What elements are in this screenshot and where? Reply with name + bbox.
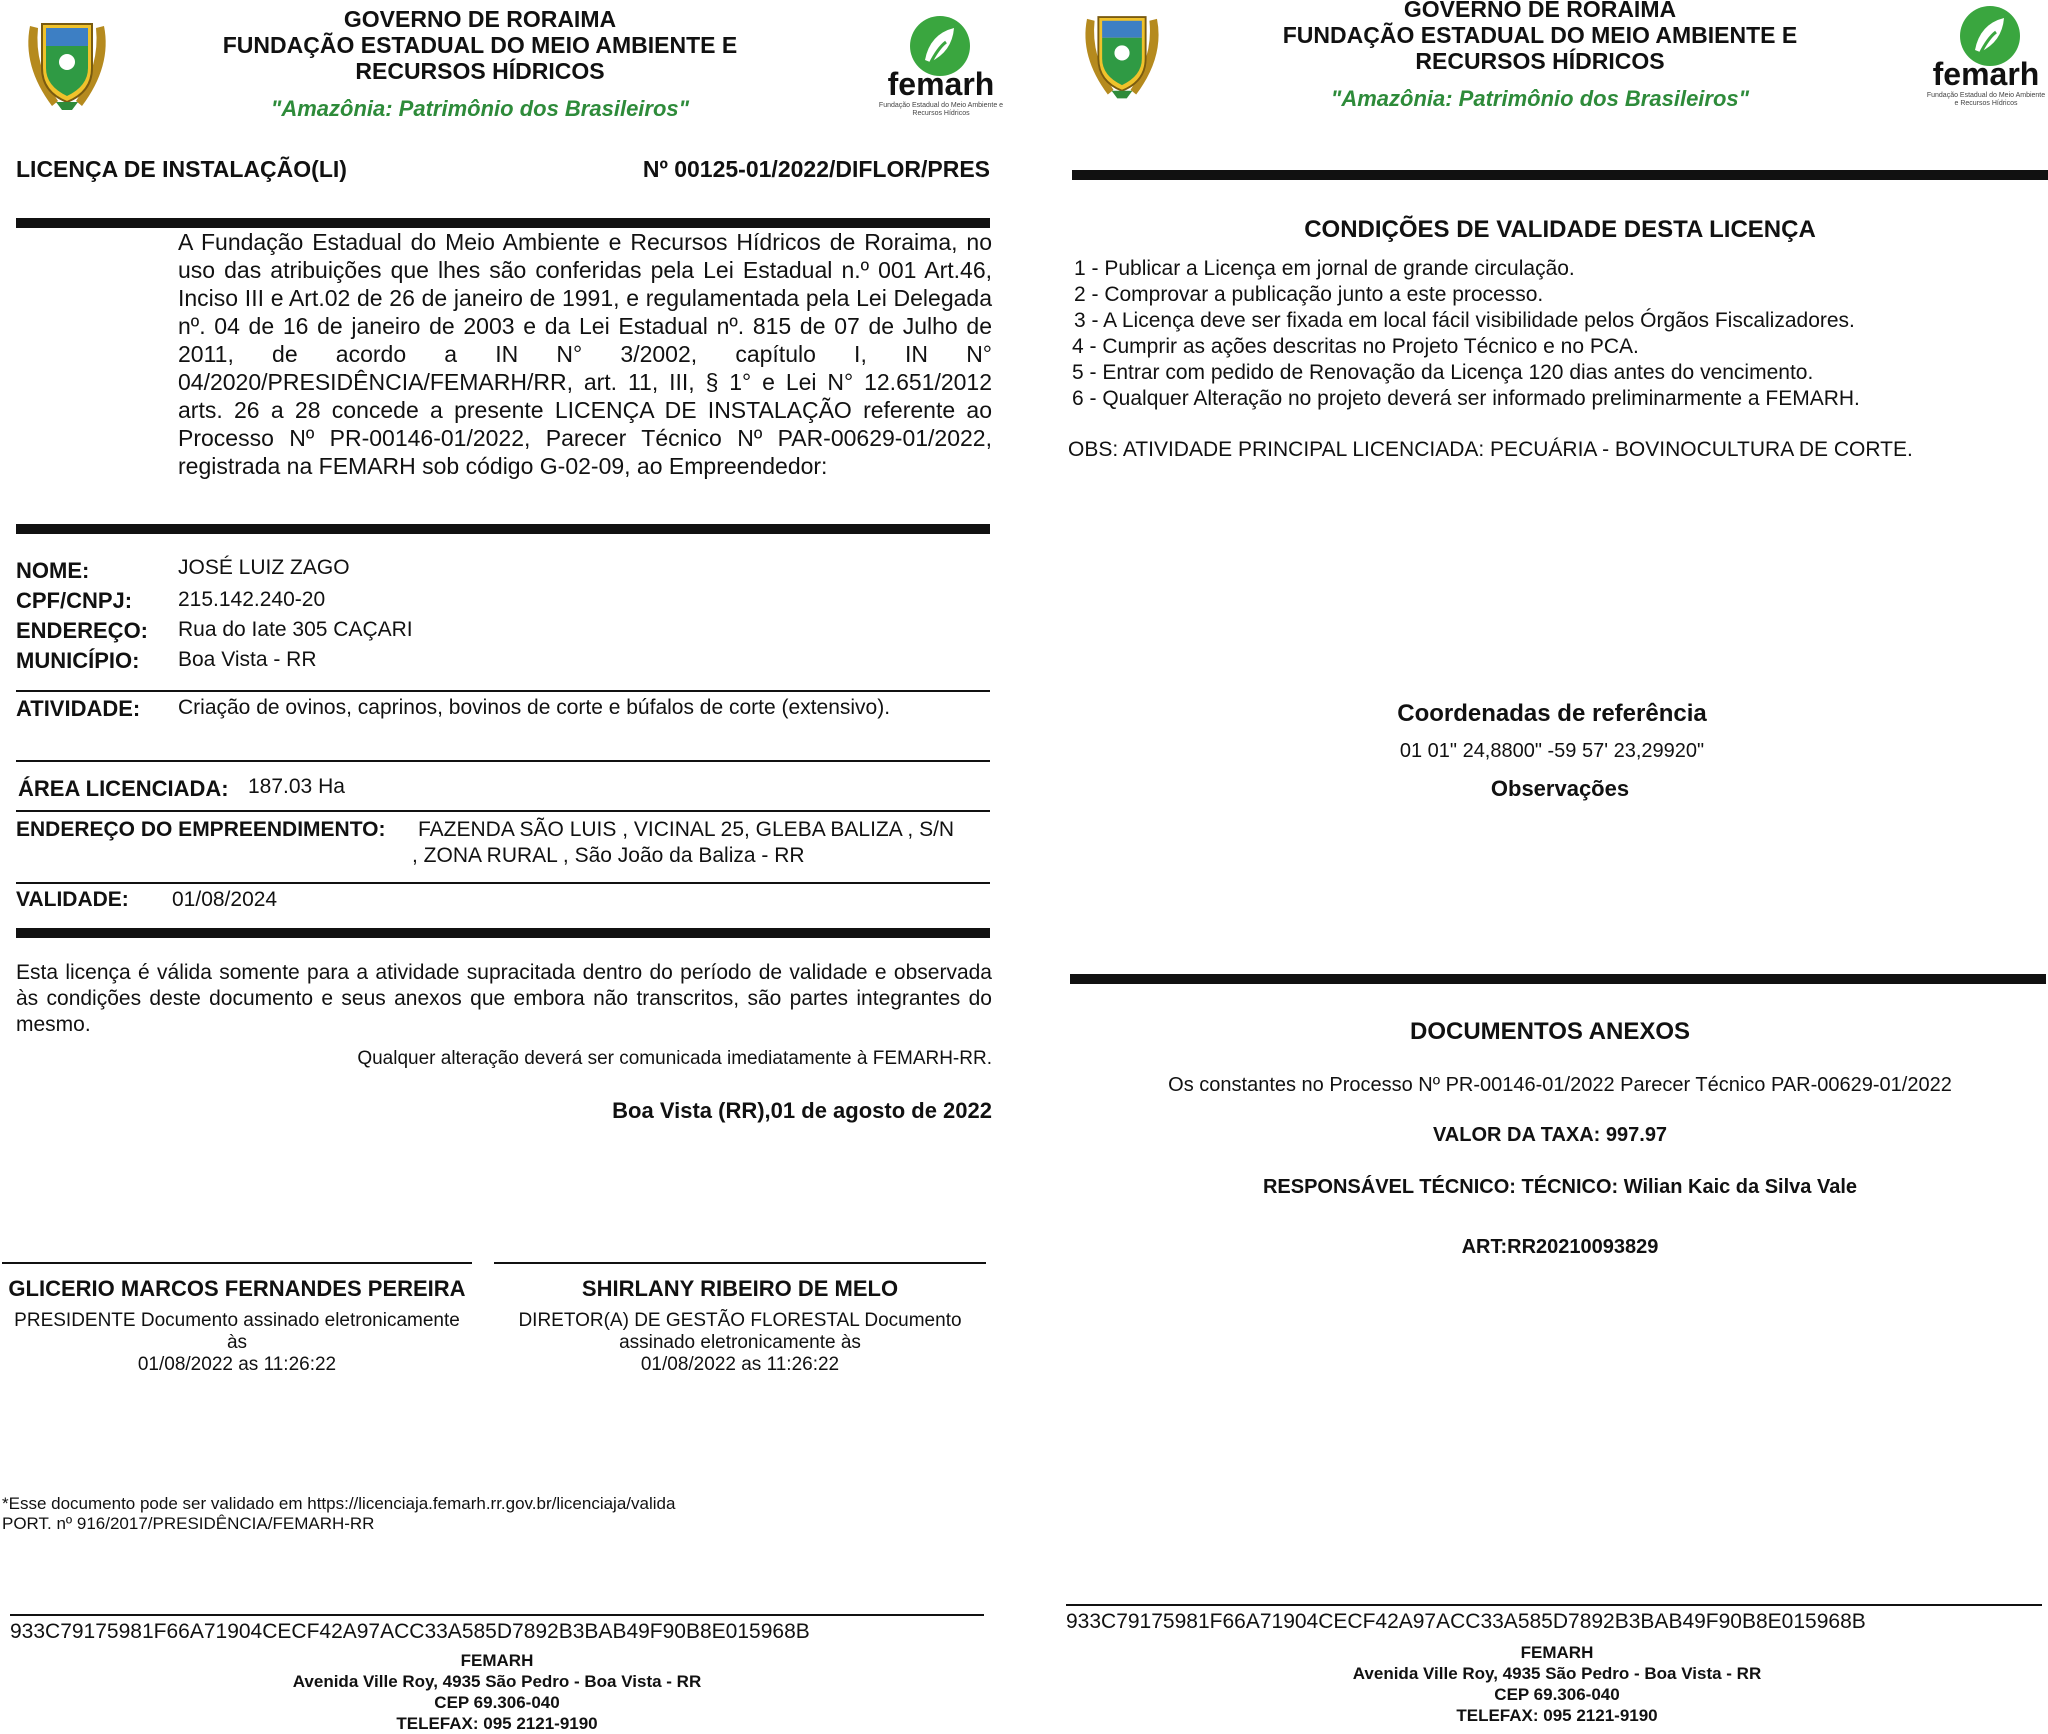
area-label: ÁREA LICENCIADA: bbox=[18, 776, 229, 801]
roraima-crest-icon bbox=[12, 6, 122, 116]
rule-heavy bbox=[1072, 170, 2048, 180]
rule-thin bbox=[10, 1614, 984, 1616]
footer-cep: CEP 69.306-040 bbox=[434, 1693, 560, 1712]
footer-address bbox=[1250, 1642, 1864, 1726]
area-value: 187.03 Ha bbox=[248, 775, 345, 798]
rule-heavy bbox=[16, 218, 990, 228]
nome-label: NOME: bbox=[16, 558, 90, 583]
change-note: Qualquer alteração deverá ser comunicada imediatamente à FEMARH-RR. bbox=[357, 1048, 992, 1069]
condition-item: 1 - Publicar a Licença em jornal de grande circulação. bbox=[1074, 257, 1575, 280]
portaria-ref: PORT. nº 916/2017/PRESIDÊNCIA/FEMARH-RR bbox=[2, 1514, 375, 1533]
footer-phone: TELEFAX: 095 2121-9190 bbox=[396, 1714, 598, 1733]
femarh-logo-text: femarh bbox=[1932, 56, 2040, 92]
validade-value: 01/08/2024 bbox=[172, 888, 278, 911]
reference-obs-title: Observações bbox=[1490, 776, 1630, 801]
signer-role-line1: DIRETOR(A) DE GESTÃO FLORESTAL Documento bbox=[518, 1310, 962, 1331]
annexes-tech: RESPONSÁVEL TÉCNICO: TÉCNICO: Wilian Kaic da Silva Vale bbox=[1262, 1176, 1858, 1198]
endereco-value: Rua do Iate 305 CAÇARI bbox=[178, 618, 413, 641]
rule-thin bbox=[1066, 1604, 2042, 1606]
municipio-label: MUNICÍPIO: bbox=[16, 648, 140, 673]
condition-item: 3 - A Licença deve ser fixada em local fácil visibilidade pelos Órgãos Fiscalizadores. bbox=[1074, 309, 1855, 332]
document-hash: 933C79175981F66A71904CECF42A97ACC33A585D7892B3BAB49F90B8E015968B bbox=[10, 1620, 810, 1643]
signer-role-line2: às bbox=[226, 1332, 248, 1353]
validade-label: VALIDADE: bbox=[16, 888, 129, 911]
rule-thin bbox=[16, 882, 990, 884]
annexes-text: Os constantes no Processo Nº PR-00146-01/2022 Parecer Técnico PAR-00629-01/2022 bbox=[1168, 1074, 1952, 1096]
conditions-title: CONDIÇÕES DE VALIDADE DESTA LICENÇA bbox=[1304, 216, 1816, 243]
nome-value: JOSÉ LUIZ ZAGO bbox=[178, 556, 350, 579]
signature-block-director bbox=[494, 1276, 986, 1376]
signer-name: SHIRLANY RIBEIRO DE MELO bbox=[581, 1276, 899, 1301]
atividade-label: ATIVIDADE: bbox=[16, 696, 141, 721]
header-foundation-line1: FUNDAÇÃO ESTADUAL DO MEIO AMBIENTE E bbox=[1282, 22, 1798, 48]
footer-street: Avenida Ville Roy, 4935 São Pedro - Boa Vista - RR bbox=[292, 1672, 702, 1691]
rule-thin bbox=[16, 810, 990, 812]
signer-timestamp: 01/08/2022 as 11:26:22 bbox=[137, 1354, 337, 1375]
validity-note: Esta licença é válida somente para a atividade supracitada dentro do período de validade e observada às condições deste documento e seus anexos que embora não transcritos, são partes integrantes do mesmo. bbox=[16, 961, 992, 1036]
cpf-label: CPF/CNPJ: bbox=[16, 588, 133, 613]
footer-address bbox=[190, 1650, 804, 1734]
header-institution bbox=[200, 6, 760, 84]
place-date: Boa Vista (RR),01 de agosto de 2022 bbox=[612, 1098, 992, 1123]
femarh-logo-tagline: Fundação Estadual do Meio Ambiente e Recursos Hídricos bbox=[878, 102, 1004, 117]
footer-phone: TELEFAX: 095 2121-9190 bbox=[1456, 1706, 1658, 1725]
condition-item: 5 - Entrar com pedido de Renovação da Licença 120 dias antes do vencimento. bbox=[1072, 361, 1814, 384]
femarh-logo-text: femarh bbox=[887, 66, 995, 102]
footer-org: FEMARH bbox=[460, 1651, 534, 1670]
signature-line bbox=[494, 1262, 986, 1264]
rule-heavy bbox=[16, 524, 990, 534]
signer-name: GLICERIO MARCOS FERNANDES PEREIRA bbox=[8, 1276, 466, 1301]
annexes-fee: VALOR DA TAXA: 997.97 bbox=[1432, 1124, 1668, 1146]
atividade-value: Criação de ovinos, caprinos, bovinos de corte e búfalos de corte (extensivo). bbox=[178, 696, 891, 719]
footer-cep: CEP 69.306-040 bbox=[1494, 1685, 1620, 1704]
endereco-label: ENDEREÇO: bbox=[16, 618, 149, 643]
femarh-logo-tagline: Fundação Estadual do Meio Ambiente e Recursos Hídricos bbox=[1926, 92, 2046, 107]
footer-street: Avenida Ville Roy, 4935 São Pedro - Boa Vista - RR bbox=[1352, 1664, 1762, 1683]
signature-block-president bbox=[0, 1276, 474, 1376]
end-emp-label: ENDEREÇO DO EMPREENDIMENTO: bbox=[16, 818, 386, 841]
header-foundation-line2: RECURSOS HÍDRICOS bbox=[355, 58, 605, 84]
condition-item: 6 - Qualquer Alteração no projeto deverá ser informado preliminarmente a FEMARH. bbox=[1072, 387, 1860, 410]
conditions-obs: OBS: ATIVIDADE PRINCIPAL LICENCIADA: PECUÁRIA - BOVINOCULTURA DE CORTE. bbox=[1068, 438, 1913, 461]
end-emp-line2: , ZONA RURAL , São João da Baliza - RR bbox=[412, 844, 805, 867]
rule-thin bbox=[16, 690, 990, 692]
condition-item: 4 - Cumprir as ações descritas no Projeto Técnico e no PCA. bbox=[1072, 335, 1639, 358]
annexes-title: DOCUMENTOS ANEXOS bbox=[1409, 1018, 1691, 1045]
license-type: LICENÇA DE INSTALAÇÃO(LI) bbox=[16, 156, 347, 182]
end-emp-line1: FAZENDA SÃO LUIS , VICINAL 25, GLEBA BALIZA , S/N bbox=[418, 818, 955, 841]
signature-line bbox=[2, 1262, 472, 1264]
municipio-value: Boa Vista - RR bbox=[178, 648, 317, 671]
validation-note: *Esse documento pode ser validado em https://licenciaja.femarh.rr.gov.br/licenciaja/valida bbox=[2, 1494, 676, 1513]
cpf-value: 215.142.240-20 bbox=[178, 588, 326, 611]
reference-coords: 01 01" 24,8800" -59 57' 23,29920" bbox=[1399, 740, 1705, 762]
signer-timestamp: 01/08/2022 as 11:26:22 bbox=[640, 1354, 840, 1375]
header-gov: GOVERNO DE RORAIMA bbox=[343, 6, 617, 32]
annexes-art: ART:RR20210093829 bbox=[1461, 1236, 1659, 1258]
header-foundation-line2: RECURSOS HÍDRICOS bbox=[1415, 48, 1665, 74]
signer-role-line2: assinado eletronicamente às bbox=[619, 1332, 861, 1353]
document-hash: 933C79175981F66A71904CECF42A97ACC33A585D7892B3BAB49F90B8E015968B bbox=[1066, 1610, 1866, 1633]
header-gov: GOVERNO DE RORAIMA bbox=[1403, 0, 1677, 22]
condition-item: 2 - Comprovar a publicação junto a este processo. bbox=[1074, 283, 1544, 306]
signer-role-line1: PRESIDENTE Documento assinado eletronicamente bbox=[14, 1310, 460, 1331]
reference-title: Coordenadas de referência bbox=[1397, 700, 1707, 727]
license-page-front bbox=[0, 0, 1024, 1733]
rule-heavy bbox=[1070, 974, 2046, 984]
rule-thin bbox=[16, 760, 990, 762]
roraima-crest-icon bbox=[1070, 0, 1174, 104]
conditions-list bbox=[1072, 256, 2048, 412]
header-motto: "Amazônia: Patrimônio dos Brasileiros" bbox=[1330, 86, 1750, 111]
license-number: Nº 00125-01/2022/DIFLOR/PRES bbox=[642, 156, 990, 182]
header-motto: "Amazônia: Patrimônio dos Brasileiros" bbox=[270, 96, 690, 121]
license-preamble: A Fundação Estadual do Meio Ambiente e Recursos Hídricos de Roraima, no uso das atribuições que lhes são conferidas pela Lei Estadual n.º 001 Art.46, Inciso III e Art.02 de 26 de janeiro de 1991, e regulamentada pela Lei Delegada nº. 04 de 16 de janeiro de 2003 e da Lei Estadual nº. 815 de 07 de Julho de 2011, de acordo a IN N° 3/2002, capítulo I, IN N° 04/2020/PRESIDÊNCIA/FEMARH/RR, art. 11, III, § 1° e Lei N° 12.651/2012 arts. 26 a 28 concede a presente LICENÇA DE INSTALAÇÃO referente ao Processo Nº PR-00146-01/2022, Parecer Técnico Nº PAR-00629-01/2022, registrada na FEMARH sob código G-02-09, ao Empreendedor: bbox=[178, 229, 992, 479]
rule-heavy bbox=[16, 928, 990, 938]
footer-org: FEMARH bbox=[1520, 1643, 1594, 1662]
header-foundation-line1: FUNDAÇÃO ESTADUAL DO MEIO AMBIENTE E bbox=[222, 32, 738, 58]
license-page-back bbox=[1060, 0, 2048, 1730]
header-institution bbox=[1260, 0, 1820, 74]
